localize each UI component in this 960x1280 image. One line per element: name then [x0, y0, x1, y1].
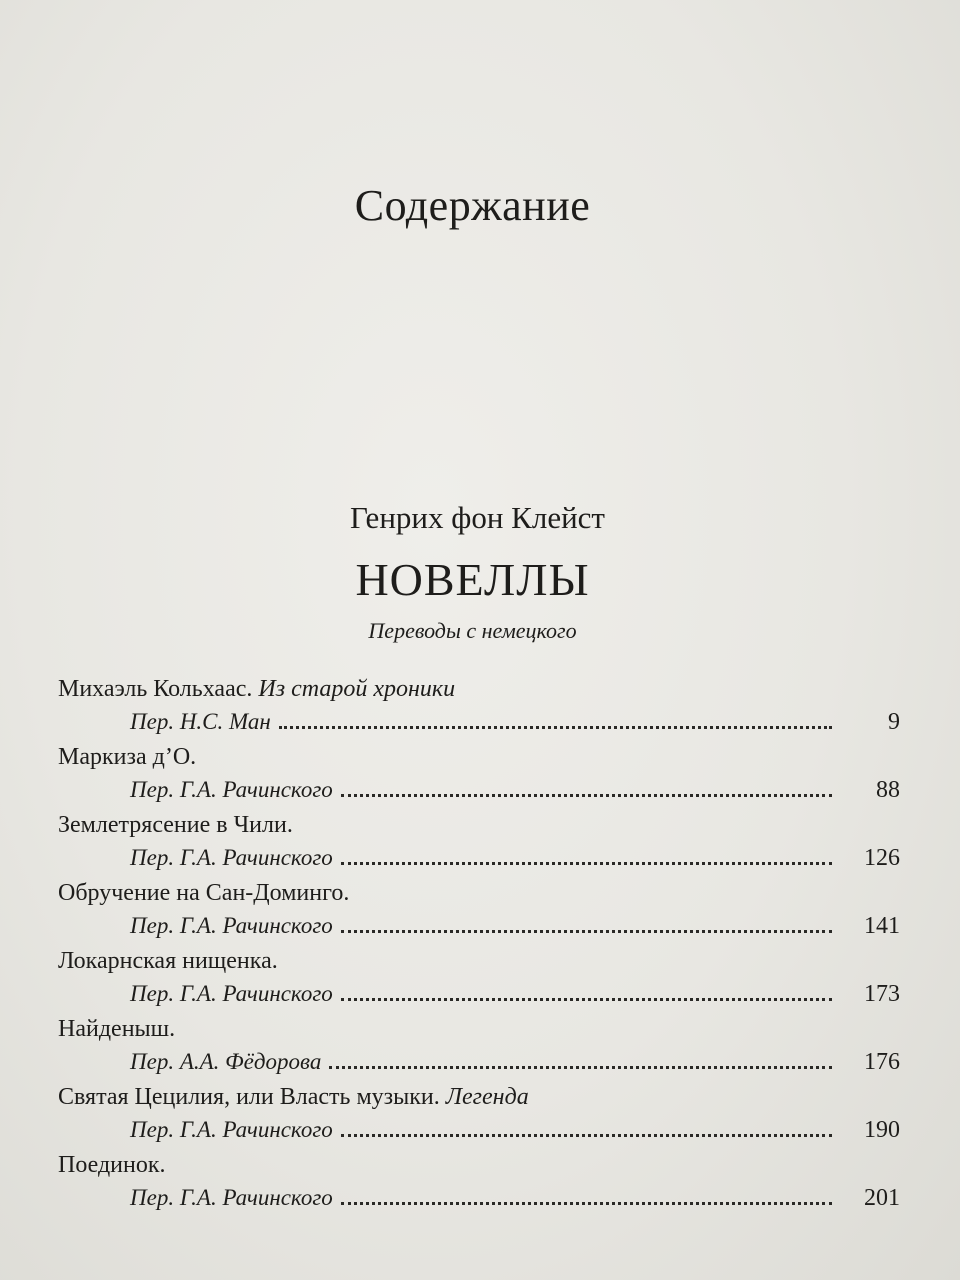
dot-leader [341, 844, 832, 865]
entry-title-text: Локарнская нищенка. [58, 948, 278, 974]
entry-page-number: 173 [864, 981, 900, 1007]
entry-title [58, 744, 196, 771]
entry-line [130, 912, 900, 942]
toc-entry[interactable] [58, 880, 900, 948]
entry-title-text: Найденыш. [58, 1016, 176, 1042]
toc-entry[interactable] [58, 1152, 900, 1220]
entry-title [58, 812, 293, 839]
entry-title-text: Обручение на Сан-Доминго. [58, 880, 350, 906]
entry-title [58, 880, 349, 907]
dot-leader [279, 708, 832, 729]
entry-page-number: 141 [864, 913, 900, 939]
entry-subtitle: Из старой хроники [258, 676, 456, 702]
entry-translator: Пер. Г.А. Рачинского [130, 845, 333, 870]
entry-line [130, 844, 900, 874]
entry-title [58, 1016, 175, 1043]
toc-entry[interactable] [58, 1016, 900, 1084]
entry-title-text: Землетрясение в Чили. [58, 812, 293, 838]
entry-line [130, 708, 900, 738]
entry-page-number: 88 [876, 777, 900, 803]
entry-subtitle: Легенда [445, 1084, 529, 1110]
entry-translator: Пер. Г.А. Рачинского [130, 913, 333, 938]
dot-leader [341, 1184, 832, 1205]
entry-title [58, 1152, 166, 1179]
dot-leader [341, 912, 832, 933]
dot-leader [341, 1116, 832, 1137]
dot-leader [329, 1048, 832, 1069]
toc-entry[interactable] [58, 676, 900, 744]
entry-page-number: 176 [864, 1049, 900, 1075]
entry-line [130, 1116, 900, 1146]
entry-line [130, 1048, 900, 1078]
entry-title [58, 1084, 529, 1111]
entry-translator: Пер. Г.А. Рачинского [130, 777, 333, 802]
page-title: Содержание [354, 181, 591, 230]
section-title: НОВЕЛЛЫ [355, 554, 590, 605]
entry-page-number: 126 [864, 845, 900, 871]
entry-title [58, 948, 278, 975]
dot-leader [341, 776, 832, 797]
entry-line [130, 776, 900, 806]
entry-title [58, 676, 455, 703]
entry-page-number: 9 [888, 709, 900, 735]
toc-entry[interactable] [58, 1084, 900, 1152]
toc-entry[interactable] [58, 948, 900, 1016]
section-subtitle: Переводы с немецкого [368, 618, 577, 643]
toc-entry[interactable] [58, 812, 900, 880]
entry-translator: Пер. Н.С. Ман [130, 709, 271, 734]
entry-line [130, 1184, 900, 1214]
entry-title-text: Поединок. [58, 1152, 166, 1178]
entry-line [130, 980, 900, 1010]
entry-translator: Пер. Г.А. Рачинского [130, 981, 333, 1006]
entry-title-text: Святая Цецилия, или Власть музыки. [58, 1084, 440, 1110]
entry-translator: Пер. Г.А. Рачинского [130, 1185, 333, 1210]
entry-translator: Пер. Г.А. Рачинского [130, 1117, 333, 1142]
entry-title-text: Михаэль Кольхаас. [58, 676, 253, 702]
entry-page-number: 190 [864, 1117, 900, 1143]
toc-entry[interactable] [58, 744, 900, 812]
entry-title-text: Маркиза д’О. [58, 744, 197, 770]
entry-translator: Пер. А.А. Фёдорова [130, 1049, 322, 1074]
entry-page-number: 201 [864, 1185, 900, 1211]
dot-leader [341, 980, 832, 1001]
author-name: Генрих фон Клейст [350, 500, 605, 535]
